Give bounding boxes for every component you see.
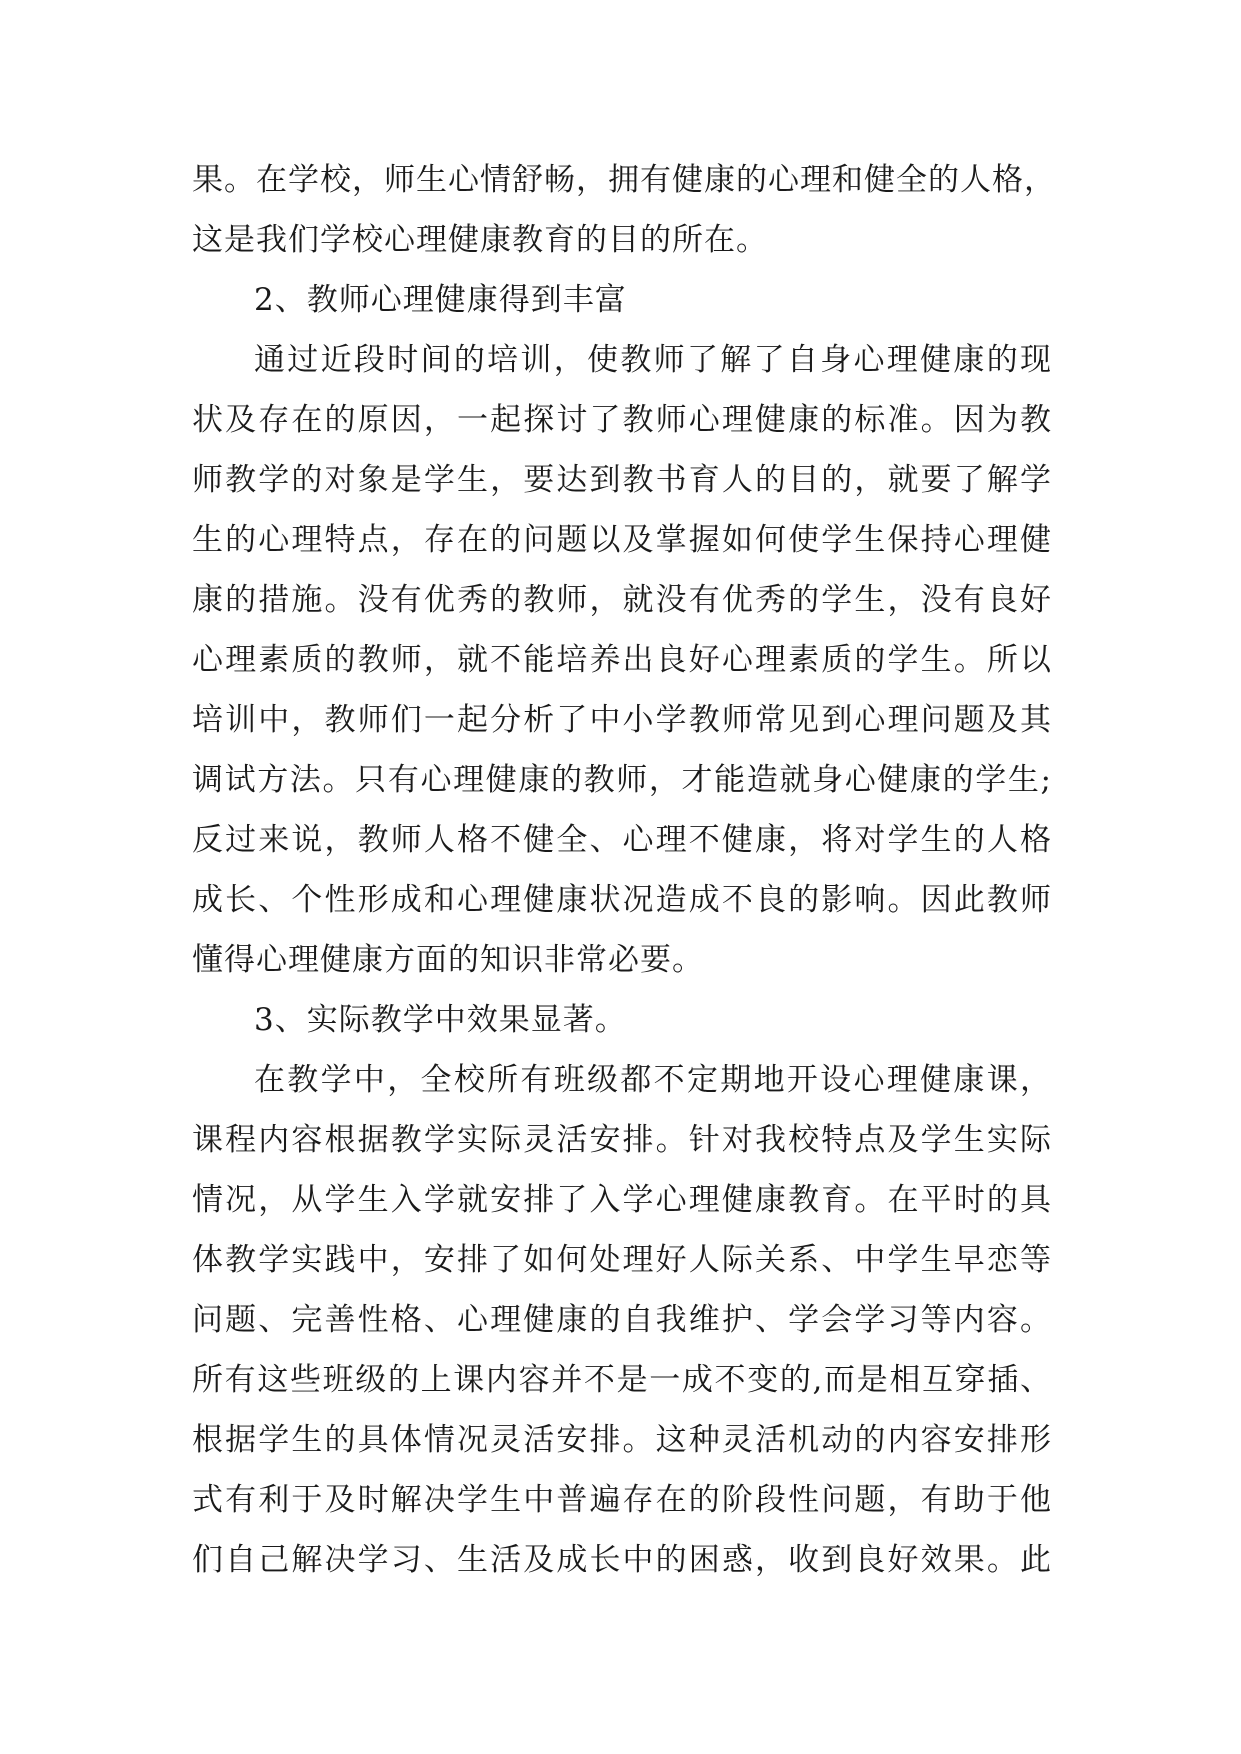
text-line: 反过来说，教师人格不健全、心理不健康，将对学生的人格 xyxy=(192,822,1052,858)
text-line: 式有利于及时解决学生中普遍存在的阶段性问题，有助于他 xyxy=(192,1482,1052,1518)
text-line: 懂得心理健康方面的知识非常必要。 xyxy=(192,942,704,978)
text-line: 果。在学校，师生心情舒畅，拥有健康的心理和健全的人格， xyxy=(192,162,1056,198)
text-line: 根据学生的具体情况灵活安排。这种灵活机动的内容安排形 xyxy=(192,1422,1052,1458)
text-line: 心理素质的教师，就不能培养出良好心理素质的学生。所以 xyxy=(192,642,1052,678)
text-line: 这是我们学校心理健康教育的目的所在。 xyxy=(192,222,768,258)
text-line: 体教学实践中，安排了如何处理好人际关系、中学生早恋等 xyxy=(192,1242,1052,1278)
text-line: 康的措施。没有优秀的教师，就没有优秀的学生，没有良好 xyxy=(192,582,1052,618)
section-heading-2: 2、教师心理健康得到丰富 xyxy=(254,282,627,318)
paragraph-start: 在教学中，全校所有班级都不定期地开设心理健康课， xyxy=(254,1062,1052,1098)
text-line: 调试方法。只有心理健康的教师，才能造就身心健康的学生; xyxy=(192,762,1052,798)
document-page xyxy=(192,150,1056,1590)
text-line: 情况，从学生入学就安排了入学心理健康教育。在平时的具 xyxy=(192,1182,1052,1218)
text-line: 状及存在的原因，一起探讨了教师心理健康的标准。因为教 xyxy=(192,402,1052,438)
section-heading-3: 3、实际教学中效果显著。 xyxy=(254,1002,627,1038)
text-line: 课程内容根据教学实际灵活安排。针对我校特点及学生实际 xyxy=(192,1122,1052,1158)
paragraph-start: 通过近段时间的培训，使教师了解了自身心理健康的现 xyxy=(254,342,1052,378)
text-line: 们自己解决学习、生活及成长中的困惑，收到良好效果。此 xyxy=(192,1542,1052,1578)
text-line: 所有这些班级的上课内容并不是一成不变的,而是相互穿插、 xyxy=(192,1362,1052,1398)
text-line: 师教学的对象是学生，要达到教书育人的目的，就要了解学 xyxy=(192,462,1052,498)
text-line: 成长、个性形成和心理健康状况造成不良的影响。因此教师 xyxy=(192,882,1052,918)
text-line: 培训中，教师们一起分析了中小学教师常见到心理问题及其 xyxy=(192,702,1052,738)
text-line: 生的心理特点，存在的问题以及掌握如何使学生保持心理健 xyxy=(192,522,1052,558)
text-line: 问题、完善性格、心理健康的自我维护、学会学习等内容。 xyxy=(192,1302,1052,1338)
